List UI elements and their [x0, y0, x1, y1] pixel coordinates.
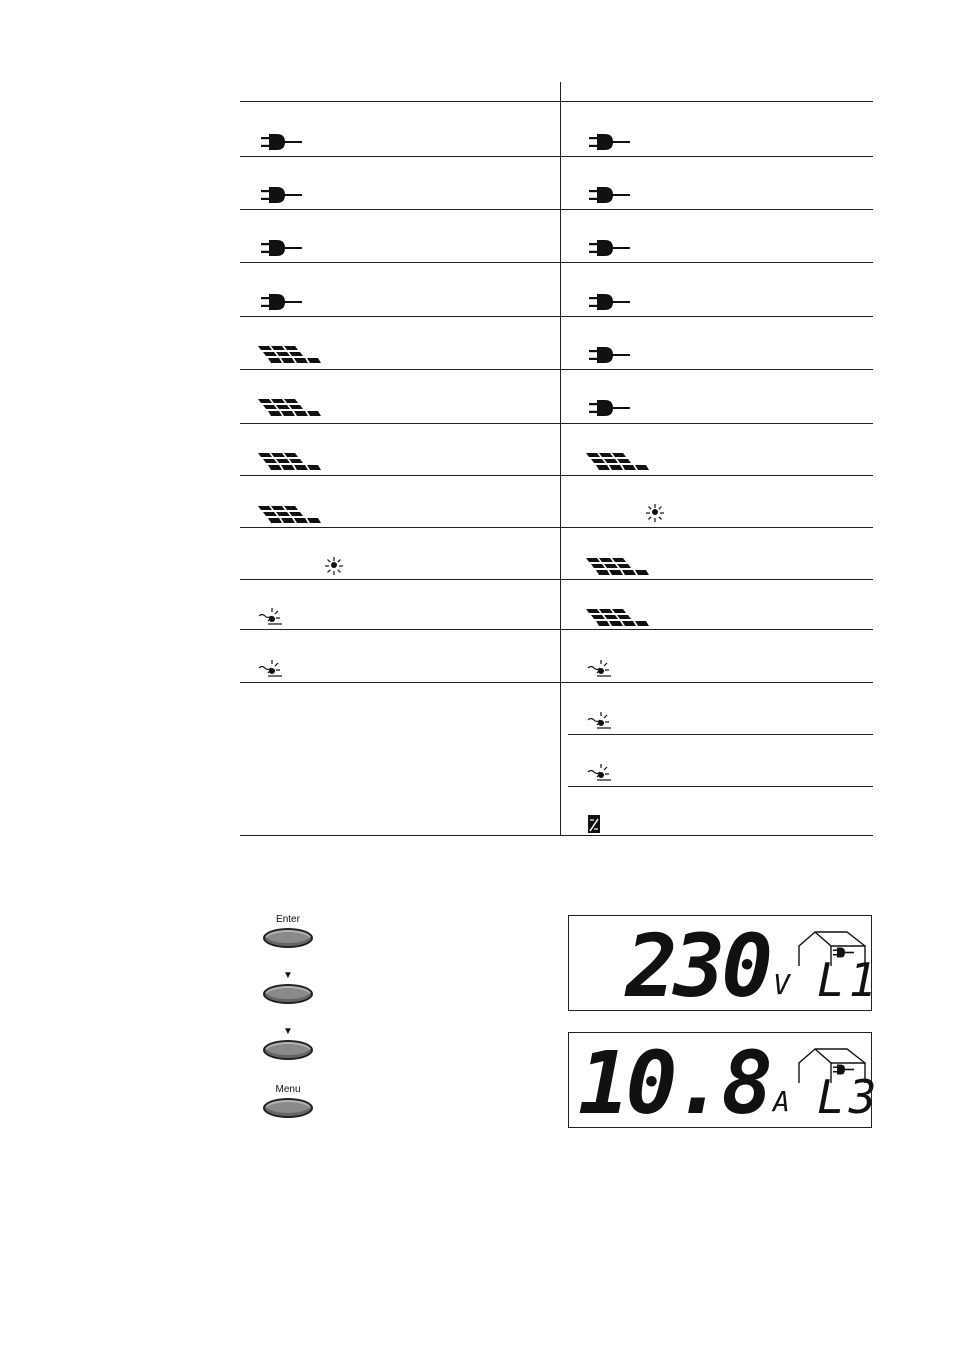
menu-button-cap[interactable]	[263, 1098, 313, 1118]
current-phase: L3	[817, 1070, 881, 1124]
plug-icon	[259, 186, 303, 204]
solar-panel-icon	[258, 346, 322, 364]
table-rule	[240, 262, 873, 263]
plug-icon	[587, 239, 631, 257]
sunset-icon	[258, 659, 284, 679]
plug-icon	[587, 399, 631, 417]
down-button-cap[interactable]	[263, 1040, 313, 1060]
battery-icon	[587, 814, 601, 834]
enter-button[interactable]	[262, 914, 314, 948]
voltage-phase: L1	[817, 953, 881, 1007]
column-divider	[560, 82, 561, 835]
down-button-cap[interactable]	[263, 984, 313, 1004]
table-rule	[240, 316, 873, 317]
table-rule	[240, 682, 873, 683]
sun-icon	[645, 503, 665, 523]
table-rule	[240, 527, 873, 528]
solar-panel-icon	[586, 453, 650, 471]
table-rule	[240, 209, 873, 210]
solar-panel-icon	[258, 453, 322, 471]
plug-icon	[587, 186, 631, 204]
table-rule	[240, 475, 873, 476]
lcd-voltage-svg	[569, 916, 881, 1017]
current-unit: A	[773, 1085, 790, 1118]
enter-button-cap[interactable]	[263, 928, 313, 948]
lcd-display-current	[568, 1032, 881, 1134]
sunset-icon	[587, 711, 613, 731]
menu-button-label: Menu	[275, 1084, 301, 1095]
voltage-value: 230	[625, 917, 769, 1017]
lcd-current-svg	[569, 1033, 881, 1134]
plug-icon	[587, 293, 631, 311]
table-rule	[240, 835, 873, 836]
plug-icon	[587, 346, 631, 364]
table-rule	[240, 156, 873, 157]
plug-icon	[587, 133, 631, 151]
table-rule-right	[568, 734, 873, 735]
solar-panel-icon	[586, 558, 650, 576]
table-rule	[240, 629, 873, 630]
table-rule	[240, 579, 873, 580]
table-rule	[240, 101, 873, 102]
plug-icon	[259, 293, 303, 311]
sunset-icon	[587, 659, 613, 679]
down-button-label: ▼	[283, 970, 293, 981]
table-rule-right	[568, 786, 873, 787]
down-button-label: ▼	[283, 1026, 293, 1037]
enter-button-label: Enter	[276, 914, 300, 925]
down-button-2[interactable]	[262, 1026, 314, 1060]
sun-icon	[324, 556, 344, 576]
table-rule	[240, 423, 873, 424]
menu-button[interactable]	[262, 1084, 314, 1118]
solar-panel-icon	[586, 609, 650, 627]
sunset-icon	[587, 763, 613, 783]
sunset-icon	[258, 607, 284, 627]
plug-icon	[259, 133, 303, 151]
solar-panel-icon	[258, 399, 322, 417]
table-rule	[240, 369, 873, 370]
down-button[interactable]	[262, 970, 314, 1004]
plug-icon	[259, 239, 303, 257]
lcd-display-voltage	[568, 915, 881, 1017]
solar-panel-icon	[258, 506, 322, 524]
current-value: 10.8	[577, 1034, 769, 1134]
voltage-unit: V	[773, 968, 790, 1001]
